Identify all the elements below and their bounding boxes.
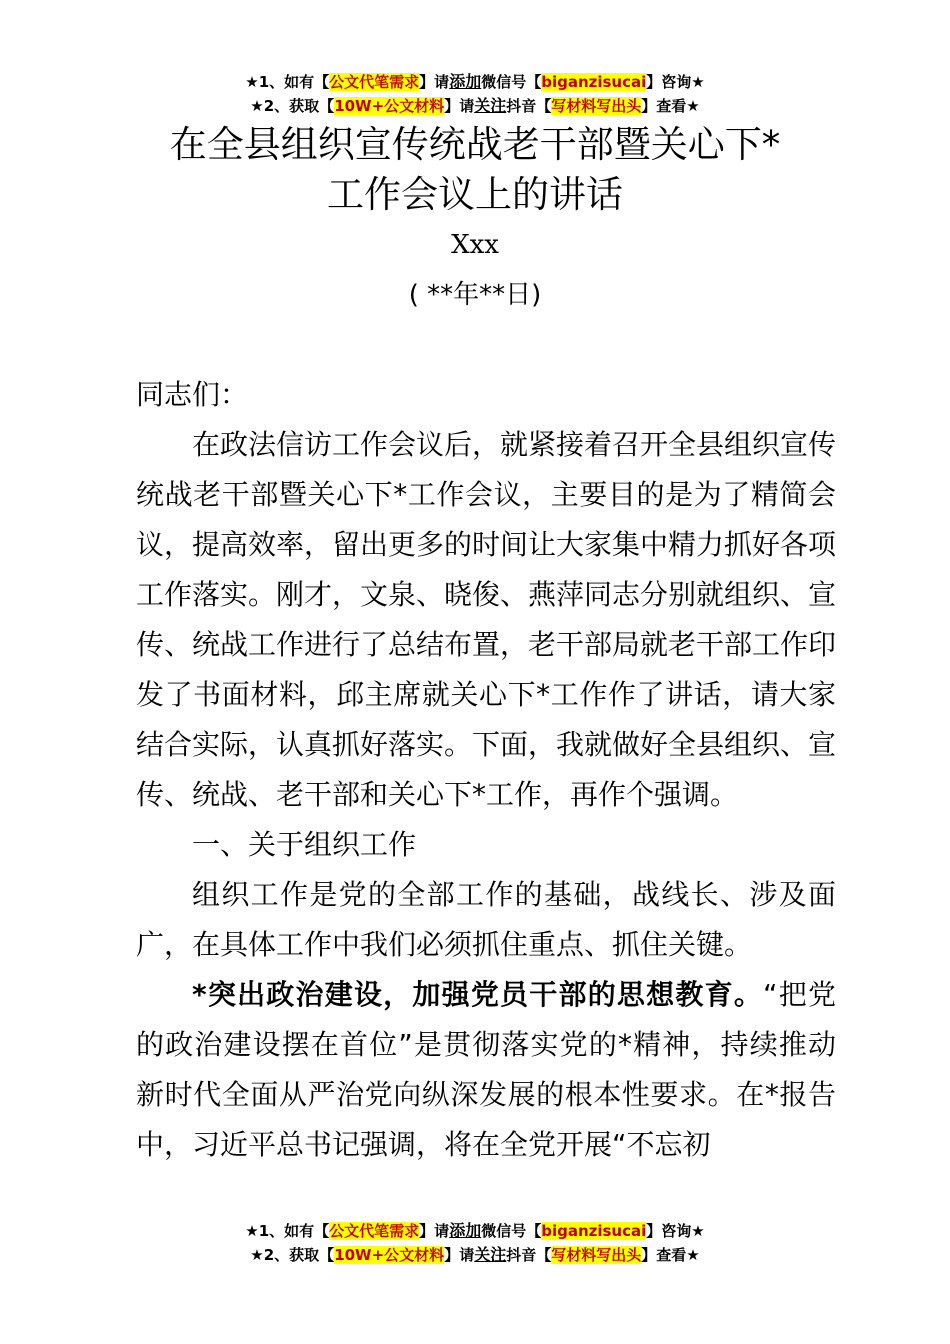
banner-text: 微信号【 [481, 1222, 542, 1240]
banner-highlight: 10W+公文材料 [334, 97, 445, 115]
section-heading: 一、关于组织工作 [192, 828, 417, 861]
banner-text: ★1、如有【 [245, 1222, 330, 1240]
banner-text: 抖音【 [506, 1246, 552, 1264]
banner-wechat-id: biganzisucai [541, 73, 647, 91]
banner-text: 关注 [474, 1245, 507, 1264]
footer-banner [0, 1219, 950, 1267]
banner-text: 抖音【 [506, 97, 552, 115]
header-banner [0, 70, 950, 118]
banner-highlight: 10W+公文材料 [334, 1246, 445, 1264]
banner-text: 】请 [419, 1222, 450, 1240]
banner-text: 】查看★ [641, 97, 700, 115]
banner-text: 微信号【 [481, 73, 542, 91]
banner-highlight: 公文代笔需求 [329, 1222, 420, 1240]
banner-text: 添加 [449, 1221, 482, 1240]
banner-highlight: 写材料写出头 [551, 1246, 642, 1264]
banner-text: 】请 [444, 1246, 475, 1264]
banner-text: 关注 [474, 96, 507, 115]
paragraph: 组织工作是党的全部工作的基础，战线长、涉及面广，在具体工作中我们必须抓住重点、抓住关键。 [136, 878, 836, 961]
banner-line-2 [0, 1243, 950, 1267]
salutation: 同志们： [136, 378, 249, 411]
banner-highlight: 写材料写出头 [551, 97, 642, 115]
banner-text: ★2、获取【 [250, 97, 335, 115]
banner-text: 】请 [444, 97, 475, 115]
banner-text: 】咨询★ [646, 73, 705, 91]
banner-line-2 [0, 94, 950, 118]
paragraph-text: “把党的政治建设摆在首位”是贯彻落实党的*精神，持续推动新时代全面从严治党向纵深发展的根本性要求。在*报告中，习近平总书记强调，将在全党开展“不忘初 [136, 978, 836, 1161]
date: ( **年**日) [408, 280, 542, 310]
banner-highlight: 公文代笔需求 [329, 73, 420, 91]
banner-text: ★2、获取【 [250, 1246, 335, 1264]
document-title-line-1: 在全县组织宣传统战老干部暨关心下* [169, 123, 781, 166]
banner-line-1 [0, 70, 950, 94]
document-body [136, 370, 836, 1170]
banner-text: 】咨询★ [646, 1222, 705, 1240]
paragraph: 在政法信访工作会议后，就紧接着召开全县组织宣传统战老干部暨关心下*工作会议，主要目的是为了精简会议，提高效率，留出更多的时间让大家集中精力抓好各项工作落实。刚才，文泉、晓俊、燕萍同志分别就组织、宣传、统战工作进行了总结布置，老干部局就老干部工作印发了书面材料，邱主席就关心下*工作作了讲话，请大家结合实际，认真抓好落实。下面，我就做好全县组织、宣传、统战、老干部和关心下*工作，再作个强调。 [136, 428, 837, 811]
document-title-line-2: 工作会议上的讲话 [327, 173, 623, 216]
banner-text: 添加 [449, 72, 482, 91]
banner-line-1 [0, 1219, 950, 1243]
paragraph [136, 970, 836, 1170]
banner-text: 】请 [419, 73, 450, 91]
banner-wechat-id: biganzisucai [541, 1222, 647, 1240]
paragraph-lead: *突出政治建设，加强党员干部的思想教育。 [192, 978, 764, 1011]
author: Xxx [451, 230, 499, 260]
banner-text: ★1、如有【 [245, 73, 330, 91]
banner-text: 】查看★ [641, 1246, 700, 1264]
